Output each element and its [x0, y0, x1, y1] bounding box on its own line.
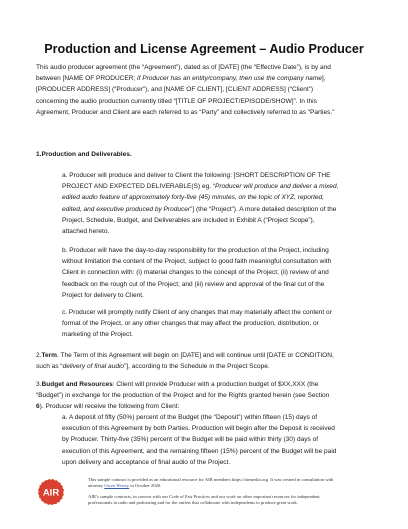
para-line: by Producer. Thirty-five (35%) percent of the Budget will be paid within thirty (30) days of	[62, 436, 319, 444]
para-line: execution of this Agreement by both Parties. Production will begin after the Deposit is received	[62, 425, 335, 433]
intro-text: between [NAME OF PRODUCER;	[36, 75, 138, 83]
intro-text: ],	[321, 75, 326, 83]
para-text: : Client will provide Producer with a production budget of $XX,XXX (the	[112, 381, 319, 388]
footer-line: This sample contract is provided as an educational resource for AIR members https://airmedia.org. It was created in consultation with	[88, 477, 334, 482]
para-line: Project, Schedule, Budget, and Deliverables are included in Exhibit A (“Project Scope”),	[62, 216, 315, 224]
section-1a-paragraph	[62, 170, 374, 237]
footer-text: in October 2020.	[129, 483, 162, 489]
attorney-link[interactable]: Owen Heruty	[104, 483, 130, 489]
intro-line	[36, 73, 376, 84]
para-line	[36, 379, 376, 390]
logo-text: AIR	[42, 487, 60, 499]
section-number: 3.	[36, 381, 42, 388]
para-text: . The Term of this Agreement will begin on [DATE] and will continue until [DATE or CONDITION,	[57, 352, 334, 359]
intro-line: Agreement, Producer and Client are each referred to as “Party” and collectively referred to as “Parties.”	[36, 108, 335, 116]
para-text: ”] (the “Project”). A more detailed description of the	[190, 205, 337, 213]
intro-line: This audio producer agreement (the “Agreement”), dated as of [DATE] (the “Effective Date”), is by and	[36, 64, 331, 71]
footer-text: attorney	[88, 483, 105, 489]
page-footer	[36, 476, 376, 520]
para-italic-text: edited, and executive produced by Producer	[62, 205, 191, 213]
footer-line	[88, 483, 388, 489]
section-3a-paragraph	[62, 412, 374, 468]
para-line: c. Producer will promptly notify Client of any changes that may materially affect the content or	[62, 309, 332, 316]
para-line: Project for delivery to Client.	[62, 291, 144, 299]
para-line: a. Producer will produce and deliver to Client the following: [SHORT DESCRIPTION OF THE	[62, 172, 331, 179]
para-line: execution of this Agreement, and the remaining fifteen (15%) percent of the Budget will be paid	[62, 447, 337, 455]
section-1b-paragraph	[62, 245, 374, 301]
para-line	[36, 350, 376, 361]
footer-line: professionals in radio and podcasting and for the outlets that collaborate with independents to produce great work.	[88, 500, 298, 506]
intro-line: [PRODUCER ADDRESS] (“Producer”), and [NAME OF CLIENT], [CLIENT ADDRESS] (“Client”)	[36, 86, 314, 94]
intro-paragraph	[36, 62, 376, 118]
section-number: 2.	[36, 352, 42, 359]
section-2-paragraph	[36, 350, 376, 372]
section-1-heading: 1.Production and Deliverables.	[36, 151, 132, 158]
para-line: marketing of the Project.	[62, 331, 133, 339]
air-logo-icon	[36, 477, 66, 507]
section-reference: 6	[36, 403, 40, 411]
para-line	[36, 401, 376, 412]
para-text: ”], according to the Schedule in the Project Scope.	[124, 363, 270, 371]
para-line: feedback on the rough cut of the Project; and (iii) review and approval of the final cut of the	[62, 280, 325, 288]
section-1c-paragraph	[62, 307, 374, 341]
para-line: without limitation the content of the Project, subject to good faith meaningful consultation with	[62, 258, 332, 266]
para-line	[36, 361, 376, 372]
para-line	[62, 181, 374, 192]
para-line	[62, 204, 374, 215]
para-line: b. Producer will have the day-to-day responsibility for the production of the Project, including	[62, 247, 329, 254]
para-line: attached hereto.	[62, 228, 110, 236]
para-line: format of the Project, or any other changes that may affect the production, distribution, or	[62, 320, 319, 328]
intro-line: concerning the audio production currently titled “[TITLE OF PROJECT/EPISODE/SHOW]”. In this	[36, 97, 317, 105]
para-line: “Budget”) in exchange for the production of the Project and for the Rights granted herein (see Section	[36, 392, 330, 400]
para-italic-text: Producer will produce and deliver a mixed,	[215, 183, 339, 191]
footer-line: AIR’s sample contracts, in concert with our Code of Fair Practices and our work on other important resources for independent	[88, 494, 320, 499]
para-line: edited audio feature of approximately forty-five (45) minutes, on the topic of XYZ, reported,	[62, 194, 325, 202]
para-line: Client in connection with: (i) material changes to the concept of the Project; (ii) review of and	[62, 269, 329, 277]
section-term: Budget and Resources	[41, 381, 113, 388]
para-italic-text: delivery of final audio	[62, 363, 125, 371]
para-text: such as “	[36, 363, 63, 371]
para-line: a. A deposit of fifty (50%) percent of the Budget (the “Deposit”) within fifteen (15) days of	[62, 414, 318, 421]
document-title: Production and License Agreement – Audio Producer	[44, 42, 364, 56]
footer-note-2	[88, 494, 388, 506]
intro-italic-text: if Producer has an entity/company, then use the company name	[137, 75, 322, 83]
para-text: ). Producer will receive the following from Client:	[39, 403, 180, 411]
section-term: Term	[41, 352, 57, 359]
footer-note-1	[88, 477, 388, 489]
para-text: PROJECT AND EXPECTED DELIVERABLE(S) eg. “	[62, 183, 216, 191]
para-line: upon delivery and acceptance of final audio of the Project.	[62, 458, 231, 466]
section-3-paragraph	[36, 379, 376, 413]
